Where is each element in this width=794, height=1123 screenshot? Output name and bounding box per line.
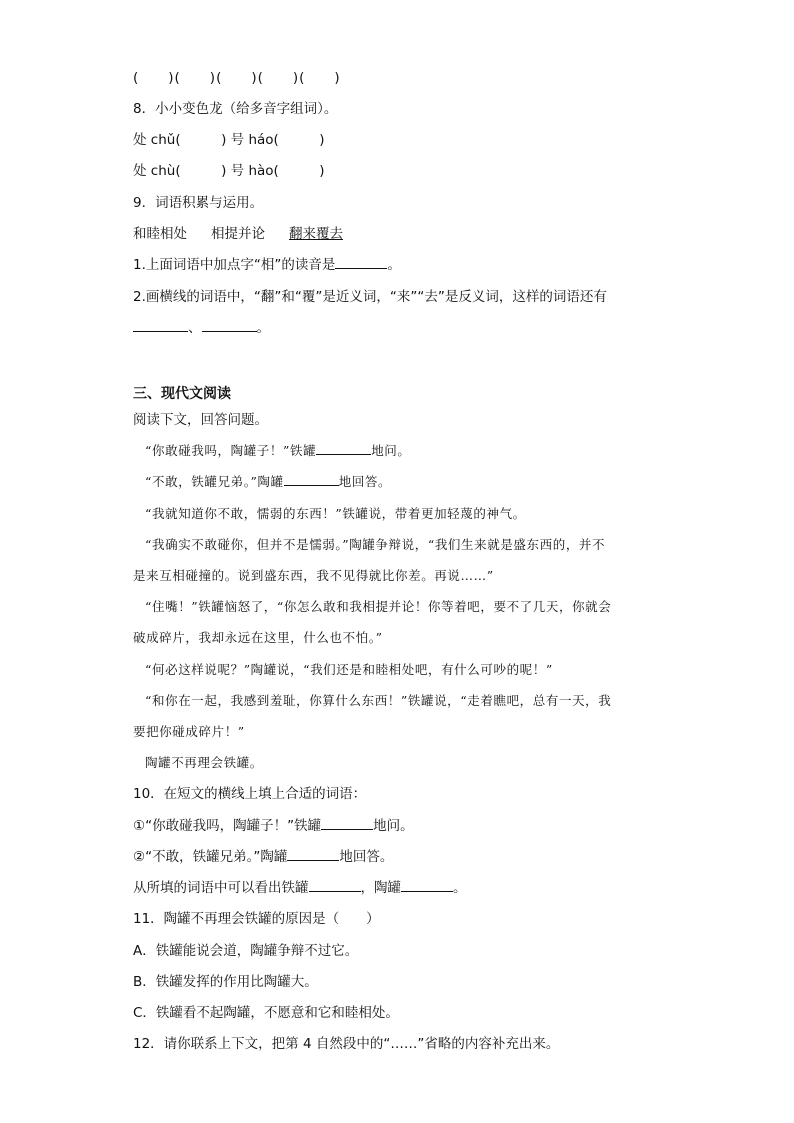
story-paragraph-7-line-1: “和你在一起，我感到羞耻，你算什么东西！”铁罐说，“走着瞧吧，总有一天，我 — [145, 693, 612, 708]
q9-word-1: 和睦相处 — [133, 226, 187, 242]
q8-line-2: 处 chù( ) 号 hào( ) — [133, 163, 325, 179]
q10-sentence-2 — [133, 847, 393, 867]
q9-title: 9．词语积累与运用。 — [133, 195, 264, 211]
q10-s2-text: ②“不敢，铁罐兄弟。”陶罐 — [133, 849, 288, 865]
q10-s3-end: 。 — [453, 880, 467, 896]
answer-blank[interactable] — [133, 319, 188, 332]
story-p2-text: “不敢，铁罐兄弟。”陶罐 — [145, 474, 284, 489]
q9-sub-2-end: 。 — [256, 320, 270, 336]
separator: 、 — [188, 320, 202, 336]
story-p2-end: 地回答。 — [338, 474, 392, 489]
story-paragraph-1 — [145, 441, 411, 461]
answer-blank[interactable] — [321, 817, 373, 830]
section-3-heading: 三、现代文阅读 — [133, 386, 231, 402]
story-paragraph-5-line-2: 破成碎片，我却永远在这里，什么也不怕。” — [133, 630, 383, 645]
q9-sub-2: 2.画横线的词语中，“翻”和“覆”是近义词，“来”“去”是反义词，这样的词语还有 — [133, 289, 607, 305]
q10-s3-mid: ，陶罐 — [360, 880, 401, 896]
answer-blank[interactable] — [202, 319, 257, 332]
q12-title: 12．请你联系上下文，把第 4 自然段中的“……”省略的内容补充出来。 — [133, 1036, 560, 1052]
story-paragraph-2 — [145, 472, 391, 492]
answer-blank[interactable] — [309, 879, 361, 892]
section-3-intro: 阅读下文，回答问题。 — [133, 412, 268, 428]
answer-blank[interactable] — [316, 442, 371, 455]
q11-option-a[interactable]: A．铁罐能说会道，陶罐争辩不过它。 — [133, 943, 359, 959]
q10-s1-end: 地问。 — [373, 818, 414, 834]
story-paragraph-7-line-2: 要把你碰成碎片！” — [133, 724, 245, 739]
story-paragraph-8: 陶罐不再理会铁罐。 — [145, 755, 263, 770]
answer-blank[interactable] — [401, 879, 453, 892]
story-paragraph-6: “何必这样说呢？”陶罐说，“我们还是和睦相处吧，有什么可吵的呢！” — [145, 662, 553, 677]
q10-title: 10．在短文的横线上填上合适的词语： — [133, 786, 367, 802]
q9-sub-1-text: 1.上面词语中加点字“相”的读音是 — [133, 257, 336, 273]
q9-word-3-underlined: 翻来覆去 — [289, 226, 343, 242]
story-paragraph-3: “我就知道你不敢，懦弱的东西！”铁罐说，带着更加轻蔑的神气。 — [145, 506, 526, 521]
answer-blank[interactable] — [287, 848, 339, 861]
q10-sentence-1 — [133, 816, 414, 836]
q9-sub-1 — [133, 255, 401, 275]
q10-sentence-3 — [133, 878, 467, 898]
q11-option-c[interactable]: C．铁罐看不起陶罐，不愿意和它和睦相处。 — [133, 1005, 399, 1021]
answer-blank[interactable] — [284, 473, 339, 486]
answer-blank[interactable] — [335, 256, 387, 269]
story-p1-text: “你敢碰我吗，陶罐子！”铁罐 — [145, 443, 317, 458]
q10-s1-text: ①“你敢碰我吗，陶罐子！”铁罐 — [133, 818, 322, 834]
story-p1-end: 地问。 — [371, 443, 411, 458]
q9-sub-2-blanks — [133, 318, 270, 338]
answer-parentheses-row: ( )( )( )( )( ) — [133, 70, 341, 86]
q8-title: 8．小小变色龙（给多音字组词）。 — [133, 101, 338, 117]
story-paragraph-4-line-1: “我确实不敢碰你，但并不是懦弱。”陶罐争辩说，“我们生来就是盛东西的，并不 — [145, 537, 606, 552]
q9-sub-1-end: 。 — [387, 257, 401, 273]
story-paragraph-5-line-1: “住嘴！”铁罐恼怒了，“你怎么敢和我相提并论！你等着吧，要不了几天，你就会 — [145, 599, 612, 614]
q11-option-b[interactable]: B．铁罐发挥的作用比陶罐大。 — [133, 974, 318, 990]
q10-s2-end: 地回答。 — [339, 849, 394, 865]
story-paragraph-4-line-2: 是来互相碰撞的。说到盛东西，我不见得就比你差。再说……” — [133, 568, 494, 583]
q9-word-2: 相提并论 — [211, 226, 265, 242]
q9-word-row — [133, 224, 343, 244]
q8-line-1: 处 chǔ( ) 号 háo( ) — [133, 132, 325, 148]
q10-s3-text: 从所填的词语中可以看出铁罐 — [133, 880, 309, 896]
q11-title: 11．陶罐不再理会铁罐的原因是（ ） — [133, 911, 380, 927]
